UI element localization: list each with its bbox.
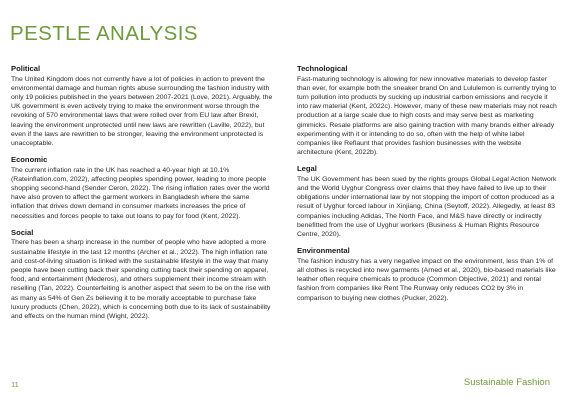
left-column — [11, 64, 273, 328]
footer-title: Sustainable Fashion — [463, 377, 550, 388]
section-body-economic: The current inflation rate in the UK has reached a 40-year high at 10.1% (Rateinflation.com, 2022), affecting peoples spending power, leading to more people shopping second-hand (Sender Ceron, 2022). The rising inflation rates over the world have also proven to affect the garment workers in Bangladesh where the same inflation that drives down demand in consumer markets increases the price of necessities and forces people to take out loans to pay for food (Kent, 2022). — [11, 166, 270, 220]
page-title: PESTLE ANALYSIS — [10, 22, 198, 45]
section-technological — [297, 64, 559, 157]
right-column — [297, 64, 559, 310]
section-title-political: Political — [11, 64, 41, 73]
section-social — [11, 228, 273, 321]
section-body-legal: The UK Government has been sued by the rights groups Global Legal Action Network and the World Uyghur Congress over claims that they have failed to live up to their obligations under international law by not stopping the import of cotton produced as a result of Uyghur forced labour in Xinjiang, China (Seytoff, 2022). Allegedly, at least 83 companies including Adidas, The North Face, and M&S have directly or indirectly benefitted from the use of Uyghur workers (Business & Human Rights Resource Centre, 2020). — [297, 175, 557, 239]
section-title-environmental: Environmental — [297, 246, 350, 256]
section-body-technological: Fast-maturing technology is allowing for new innovative materials to develop faster than ever, for example both the sneaker brand On and Lululemon is currently trying to turn pollution into products by sucking up industrial carbon emissions and recycle it into raw material (Kent, 2022c). However, many of these new materials may not reach production at a large scale due to high costs and may serve best as marketing gimmicks. Resale platforms are also gaining traction with many brands either already experimenting with it or intending to do so, often with the help of white label companies like Reflaunt that provides fashion businesses with the website architecture (Kent, 2022b). — [297, 75, 557, 157]
section-political — [11, 64, 273, 148]
section-environmental — [297, 246, 559, 303]
section-body-political: The United Kingdom does not currently have a lot of policies in action to prevent the environmental damage and human rights abuse surrounding the fashion industry with only 19 policies published in the years between 2007-2021 (Love, 2021). Arguably, the UK government is even actively trying to make the environment worse through the revoking of 570 environmental laws that were rolled over from EU law after Brexit, leaving the environment unprotected until new laws are rewritten (Laville, 2022), but even if the laws are rewritten to be stronger, leaving the environment unprotected is unacceptable. — [11, 75, 273, 147]
section-title-legal: Legal — [297, 164, 317, 174]
section-body-social: There has been a sharp increase in the number of people who have adopted a more sustainable lifestyle in the last 12 months (Archer et al., 2022). The high inflation rate and cost-of-living situation is linked with the sustainable lifestyle in the way that many people have been cutting back their spending cutting back their spending on apparel, food, and entertainment (Mederos), and others supplement their income stream with reselling (Tan, 2022). Counterfeiting is another aspect that seem to be on the rise with as many as 54% of Gen Zs believing it to be morally acceptable to purchase fake luxury products (Chen, 2022), which is concerning both due to its lack of sustainability and effects on the human mind (Wight, 2022). — [11, 239, 271, 320]
section-title-technological: Technological — [297, 64, 348, 73]
section-legal — [297, 164, 559, 239]
section-body-environmental: The fashion industry has a very negative impact on the environment, less than 1% of all clothes is recycled into new garments (Arned et al., 2020), bio-based materials like leather often require chemicals to produce (Common Objective, 2021) and rental fashion from companies like Rent The Runway only reduces CO2 by 3% in comparison to buying new clothes (Pucker, 2022). — [297, 257, 556, 302]
section-title-social: Social — [11, 227, 34, 237]
page-number: 11 — [11, 380, 19, 389]
section-economic — [11, 155, 273, 221]
section-title-economic: Economic — [11, 155, 48, 165]
